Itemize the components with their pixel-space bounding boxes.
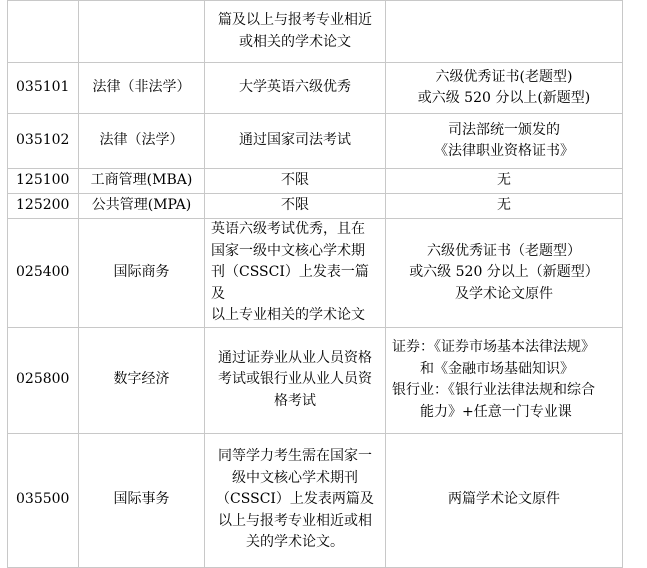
condition-line: 国家一级中文核心学术期 [211, 242, 365, 259]
program-name: 公共管理(MPA) [79, 194, 205, 219]
certificate-line: 银行业：《银行业法律法规和综合 [392, 382, 595, 398]
table-row [8, 433, 623, 567]
certificate-line: 或六级 520 分以上(新题型) [417, 90, 591, 106]
program-name: 国际商务 [79, 219, 205, 328]
certificate-line: 无 [497, 197, 511, 214]
condition-line: 篇及以上与报考专业相近 [218, 12, 372, 28]
program-name [79, 1, 205, 63]
program-code: 125100 [8, 169, 79, 194]
certificate-cell [386, 327, 623, 433]
condition-line: 或相关的学术论文 [239, 33, 351, 50]
condition-line: 大学英语六级优秀 [239, 79, 351, 96]
table-row [8, 219, 623, 328]
condition-line: 级中文核心学术期刊 [232, 469, 358, 486]
certificate-cell [386, 219, 623, 328]
table-row [8, 169, 623, 194]
certificate-line: 司法部统一颁发的 [448, 121, 560, 138]
condition-line: 不限 [281, 172, 309, 189]
program-code: 025400 [8, 219, 79, 328]
certificate-line: 两篇学术论文原件 [448, 491, 560, 508]
certificate-line: 六级优秀证书（老题型） [427, 242, 581, 259]
condition-line: 以上与报考专业相近或相 [218, 512, 372, 529]
condition-line: 英语六级考试优秀，且在 [211, 221, 365, 237]
condition-line: 不限 [281, 197, 309, 214]
certificate-line: 证券：《证券市场基本法律法规》 [392, 339, 595, 355]
program-name: 法律（非法学） [79, 63, 205, 114]
condition-line: 同等学力考生需在国家一 [218, 448, 372, 465]
condition-line: 格考试 [274, 392, 316, 409]
certificate-cell [386, 114, 623, 169]
certificate-line: 及学术论文原件 [455, 285, 553, 302]
condition-cell [205, 63, 386, 114]
program-name: 国际事务 [79, 433, 205, 567]
certificate-cell [386, 433, 623, 567]
certificate-line: 无 [497, 172, 511, 189]
program-name: 工商管理(MBA) [79, 169, 205, 194]
condition-cell [205, 219, 386, 328]
program-code: 125200 [8, 194, 79, 219]
condition-cell [205, 194, 386, 219]
condition-line: 考试或银行业从业人员资 [218, 371, 372, 388]
condition-line: （CSSCI）上发表两篇及 [216, 491, 374, 508]
program-name: 法律（法学） [79, 114, 205, 169]
table-row [8, 327, 623, 433]
condition-cell [205, 1, 386, 63]
table-row [8, 1, 623, 63]
certificate-line: 和《金融市场基础知识》 [420, 360, 574, 377]
condition-cell [205, 169, 386, 194]
condition-line: 关的学术论文。 [246, 534, 344, 551]
certificate-line: 《法律职业资格证书》 [434, 143, 574, 159]
table-row [8, 114, 623, 169]
table-row [8, 194, 623, 219]
certificate-line: 或六级 520 分以上（新题型） [409, 264, 599, 280]
condition-line: 通过国家司法考试 [239, 132, 351, 149]
condition-cell [205, 114, 386, 169]
condition-line: 刊（CSSCI）上发表一篇及 [211, 264, 369, 302]
condition-cell [205, 433, 386, 567]
certificate-cell [386, 169, 623, 194]
program-code: 025800 [8, 327, 79, 433]
program-code: 035500 [8, 433, 79, 567]
program-name: 数字经济 [79, 327, 205, 433]
table-row [8, 63, 623, 114]
program-code [8, 1, 79, 63]
certificate-line: 能力》+任意一门专业课 [420, 403, 572, 420]
condition-line: 通过证券业从业人员资格 [218, 349, 372, 366]
certificate-cell [386, 1, 623, 63]
certificate-cell [386, 63, 623, 114]
condition-line: 以上专业相关的学术论文 [211, 307, 365, 323]
requirements-table [7, 0, 623, 568]
certificate-line: 六级优秀证书(老题型) [435, 68, 573, 85]
program-code: 035101 [8, 63, 79, 114]
condition-cell [205, 327, 386, 433]
program-code: 035102 [8, 114, 79, 169]
certificate-cell [386, 194, 623, 219]
